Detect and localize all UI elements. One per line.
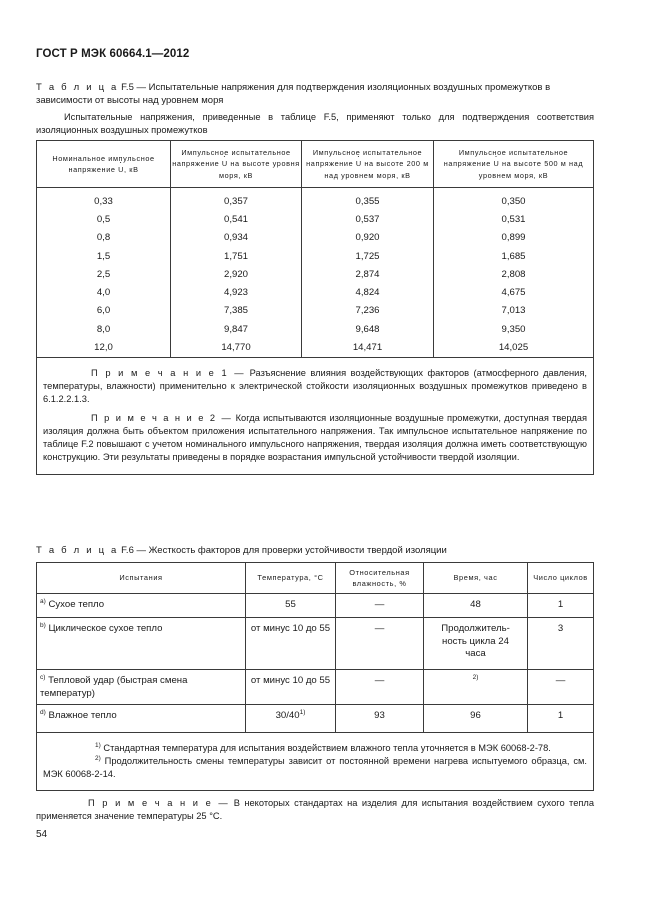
table-footnotes-row: [37, 733, 594, 791]
footnote-2: $^{2)}$ Продолжительность смены температуры зависит от постоянной времени нагрева испытуемого образца, см. МЭК 60068-2-14.: [43, 754, 587, 779]
table-cell: 1: [528, 705, 594, 733]
table-cell: 7,236: [302, 302, 434, 320]
table-cell: 0,537: [302, 210, 434, 228]
table-row: [37, 265, 594, 283]
table-cell: 30/40$^{1)}$: [246, 705, 336, 733]
table-f5-caption-text: F.5 — Испытательные напряжения для подтверждения изоляционных воздушных промежутков в зависимости от высоты над уровнем моря: [36, 82, 551, 106]
footnote-1: $^{1)}$ Стандартная температура для испытания воздействием влажного тепла уточняется в МЭК 60068-2-78.: [95, 741, 551, 753]
table-cell: 9,350: [434, 320, 594, 338]
table-cell: 14,025: [434, 338, 594, 357]
table-cell: 1,751: [171, 247, 302, 265]
table-cell: 55: [246, 594, 336, 618]
bottom-note: [36, 797, 594, 823]
table-cell: 0,357: [171, 188, 302, 211]
table-cell: 0,899: [434, 229, 594, 247]
col-header-200m: Импульсное испытательное напряжение · U на высоте 200 м над уровнем моря, кВ: [302, 141, 434, 188]
table-cell: 7,013: [434, 302, 594, 320]
table-row: [37, 594, 594, 618]
table-cell: 2,920: [171, 265, 302, 283]
table-f6-caption: [36, 545, 596, 558]
table-row: [37, 188, 594, 211]
col-header-tests: Испытания: [37, 563, 246, 594]
table-cell: 4,824: [302, 283, 434, 301]
table-cell: 2,5: [37, 265, 171, 283]
table-cell: 93: [336, 705, 424, 733]
document-header: ГОСТ Р МЭК 60664.1—2012: [36, 48, 190, 60]
col-header-temperature: Температура, °С: [246, 563, 336, 594]
table-cell: 1,685: [434, 247, 594, 265]
table-cell: 8,0: [37, 320, 171, 338]
table-row: [37, 320, 594, 338]
table-row: [37, 210, 594, 228]
col-header-nominal-voltage: Номинальное импульсное напряжение · U, кВ: [37, 141, 171, 188]
table-cell: 0,5: [37, 210, 171, 228]
table-cell: 0,531: [434, 210, 594, 228]
col-header-cycles: Число циклов: [528, 563, 594, 594]
table-f5-notes: [37, 357, 594, 474]
table-row: [37, 302, 594, 320]
table-cell: 0,350: [434, 188, 594, 211]
col-header-humidity: Относительная влажность, %: [336, 563, 424, 594]
table-f5: [36, 140, 594, 475]
table-cell: 2,808: [434, 265, 594, 283]
page-number: 54: [36, 829, 48, 840]
table-cell: —: [336, 670, 424, 705]
table-cell: 4,675: [434, 283, 594, 301]
table-cell: 9,847: [171, 320, 302, 338]
bottom-note-label: П р и м е ч а н и е —: [88, 798, 230, 808]
table-cell: 1: [528, 594, 594, 618]
table-cell: —: [336, 618, 424, 670]
table-cell: 1,5: [37, 247, 171, 265]
table-row: [37, 618, 594, 670]
table-f5-intro: [36, 111, 594, 137]
table-cell: 0,8: [37, 229, 171, 247]
table-cell: 1,725: [302, 247, 434, 265]
table-cell: 0,920: [302, 229, 434, 247]
table-cell: 14,471: [302, 338, 434, 357]
table-row: [37, 705, 594, 733]
table-f6-caption-prefix: Т а б л и ц а: [36, 545, 119, 556]
table-cell: 4,0: [37, 283, 171, 301]
table-cell: 48: [424, 594, 528, 618]
table-cell-test: $^{c)}$ Тепловой удар (быстрая смена температур): [37, 670, 246, 705]
table-f5-caption: [36, 82, 596, 107]
table-cell: 4,923: [171, 283, 302, 301]
table-cell: 3: [528, 618, 594, 670]
table-row: [37, 247, 594, 265]
table-row: [37, 283, 594, 301]
table-cell-test: $^{b)}$ Циклическое сухое тепло: [37, 618, 246, 670]
table-row: [37, 670, 594, 705]
note-2-label: П р и м е ч а н и е 2 —: [91, 412, 233, 423]
note-2: [43, 412, 587, 464]
table-cell: 2): [424, 670, 528, 705]
table-header-row: [37, 141, 594, 188]
table-row: [37, 229, 594, 247]
table-cell: 14,770: [171, 338, 302, 357]
table-f6: [36, 562, 594, 791]
table-cell: 6,0: [37, 302, 171, 320]
table-cell: 0,934: [171, 229, 302, 247]
table-row: [37, 338, 594, 357]
table-cell: 7,385: [171, 302, 302, 320]
table-cell: 9,648: [302, 320, 434, 338]
table-f5-intro-text: Испытательные напряжения, приведенные в таблице F.5, применяют только для подтверждения соответствия изоляционных воздушных промежутков: [36, 112, 594, 135]
col-header-sea-level: Импульсное испытательное напряжение · U на высоте уровня моря, кВ: [171, 141, 302, 188]
table-header-row: [37, 563, 594, 594]
table-f6-footnotes: [37, 733, 594, 791]
note-2-text: Когда испытываются изоляционные воздушные промежутки, доступная твердая изоляция должна быть объектом приложения испытательного напряжения. Так импульсное испытательное напряжение по таблице F.2 повышают с учетом номинального импульсного напряжения, твердая изоляция должна иметь соответствующую конструкцию. Эти результаты приведены в порядке возрастания импульсной устойчивости твердой изоляции.: [43, 412, 587, 462]
table-cell: от минус 10 до 55: [246, 618, 336, 670]
note-1-text: Разъяснение влияния воздействующих факторов (атмосферного давления, температуры, влажности) применительно к электрической стойкости изоляционных воздушных промежутков приведено в 6.1.2.2.1.3.: [43, 367, 587, 404]
table-cell: 12,0: [37, 338, 171, 357]
table-cell: от минус 10 до 55: [246, 670, 336, 705]
table-cell: 2,874: [302, 265, 434, 283]
table-cell: Продолжитель-ность цикла 24 часа: [424, 618, 528, 670]
table-cell: 96: [424, 705, 528, 733]
table-cell-test: $^{a)}$ Сухое тепло: [37, 594, 246, 618]
col-header-500m: Импульсное испытательное напряжение · U на высоте 500 м над уровнем моря, кВ: [434, 141, 594, 188]
table-cell: 0,541: [171, 210, 302, 228]
table-cell: 0,33: [37, 188, 171, 211]
table-cell: —: [336, 594, 424, 618]
table-f5-caption-prefix: Т а б л и ц а: [36, 82, 119, 93]
table-notes-row: [37, 357, 594, 474]
table-f6-caption-text: F.6 — Жесткость факторов для проверки устойчивости твердой изоляции: [118, 545, 447, 556]
col-header-time: Время, час: [424, 563, 528, 594]
note-1-label: П р и м е ч а н и е 1 —: [91, 367, 246, 378]
table-cell: 0,355: [302, 188, 434, 211]
table-cell-test: $^{d)}$ Влажное тепло: [37, 705, 246, 733]
note-1: [43, 367, 587, 406]
bottom-note-text: В некоторых стандартах на изделия для испытания воздействием сухого тепла применяется значение температуры 25 °С.: [36, 798, 594, 821]
table-cell: —: [528, 670, 594, 705]
